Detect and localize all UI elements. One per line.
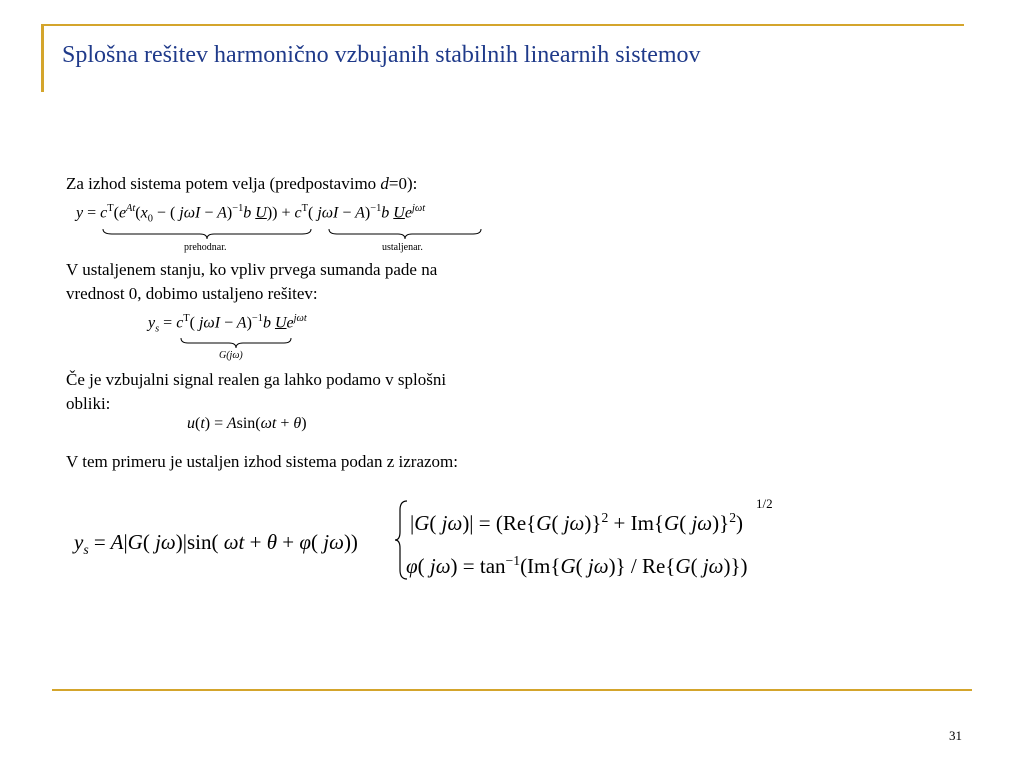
exponent-half: 1/2 xyxy=(756,496,773,511)
equation-full-solution: $y = c^T(e^{At}(x_0$ − ( jωI − A)$^{-1}$b $U)) + c^T$( jωI − A)$^{-1}$b $Ue^{j\omega t}$ xyxy=(76,203,426,225)
brace-transfer-function xyxy=(180,337,292,349)
label-transfer-function: G(jω) xyxy=(219,350,243,361)
page-number: 31 xyxy=(949,728,962,743)
label-transient: prehodnar. xyxy=(184,242,227,253)
brace-transient xyxy=(102,228,312,240)
paragraph-output-expression: V tem primeru je ustaljen izhod sistema podan z izrazom: xyxy=(66,452,458,471)
accent-bar-bottom xyxy=(52,689,972,691)
accent-bar-vertical xyxy=(41,24,44,92)
paragraph-excitation: Če je vzbujalni signal realen ga lahko podamo v splošni obliki: xyxy=(66,370,447,413)
equation-steady-state: $y_s = c^T$( jωI − A)$^{-1}$b $Ue^{j\omega t}$ xyxy=(148,313,307,335)
paragraph-steady-state: V ustaljenem stanju, ko vpliv prvega sumanda pade na vrednost 0, dobimo ustaljeno rešitev: xyxy=(66,260,438,303)
equation-magnitude: |G( jω)| = (Re{G( jω)}$^2$ + Im{G( jω)}$^2$) xyxy=(410,510,744,535)
slide-title: Splošna rešitev harmonično vzbujanih stabilnih linearnih sistemov xyxy=(62,42,701,68)
brace-steady xyxy=(328,228,482,240)
label-steady: ustaljenar. xyxy=(382,242,423,253)
var-d: d xyxy=(380,174,389,193)
paragraph-output-intro: Za izhod sistema potem velja (predpostavimo d=0): xyxy=(66,174,418,193)
accent-bar-top xyxy=(41,24,964,26)
equation-output: $y_s = A|G$( jω)|sin( ωt + θ + φ( jω)) xyxy=(74,530,358,558)
equation-phase: φ( $j\omega) = \tan^{-1}(Im\{G$( jω)} / Re{G( jω)}) xyxy=(406,553,748,578)
equation-excitation: u(t) = Asin(ωt + θ) xyxy=(187,415,307,432)
